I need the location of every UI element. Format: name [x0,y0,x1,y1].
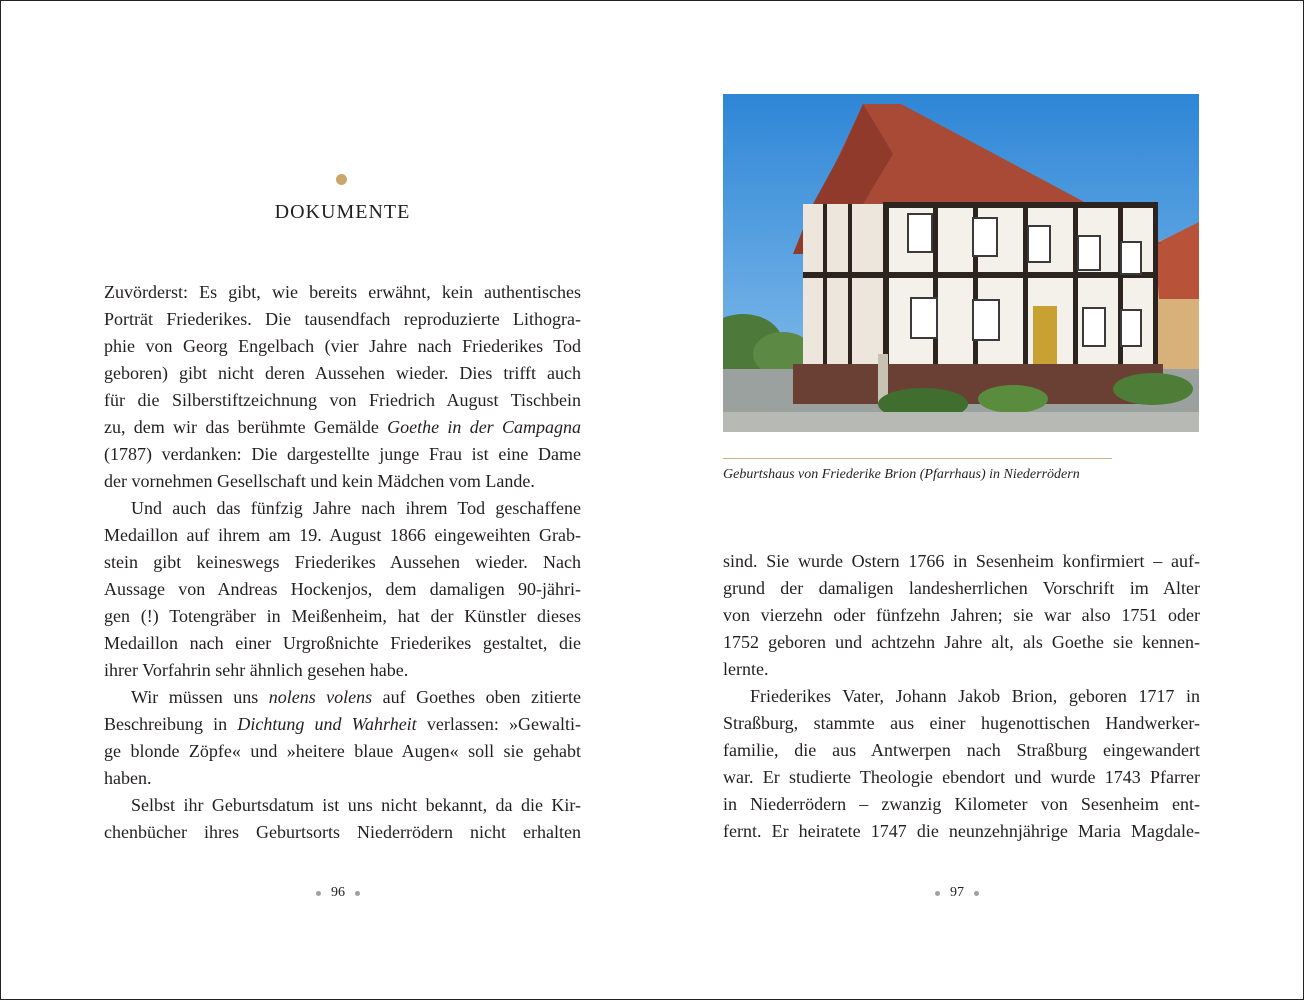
folio-dot [355,891,360,896]
text-line: war. Er studierte Theologie ebendort und wurde 1743 Pfarrer [723,767,1200,787]
ornament-dot [336,174,347,185]
house-photo [723,94,1199,432]
folio-dot [316,891,321,896]
left-body-text [104,279,581,846]
page-number [935,885,979,901]
text-line: familie, die aus Antwerpen nach Straßburg eingewandert [723,740,1200,760]
text-line: Medaillon nach einer Urgroßnichte Friederikes gestaltet, die [104,633,581,653]
left-page [104,0,581,1000]
text-line: grund der damaligen landesherrlichen Vorschrift im Alter [723,578,1200,598]
text-line: von vierzehn oder fünfzehn Jahren; sie war also 1751 oder [723,605,1200,625]
text-line: Zuvörderst: Es gibt, wie bereits erwähnt, kein authentisches [104,282,581,302]
text-line: gen (!) Totengräber in Meißenheim, hat der Künstler dieses [104,606,581,626]
folio-dot [935,891,940,896]
text-line: stein gibt keineswegs Friederikes Aussehen wieder. Nach [104,552,581,572]
text-line: Selbst ihr Geburtsdatum ist uns nicht bekannt, da die Kir- [131,795,581,815]
italic-title: Dichtung und Wahrheit [237,714,417,734]
text-line: Medaillon auf ihrem am 19. August 1866 eingeweihten Grab- [104,525,581,545]
text-line: haben. [104,768,152,788]
text-line: Friederikes Vater, Johann Jakob Brion, geboren 1717 in [750,686,1200,706]
text-line: für die Silberstiftzeichnung von Friedrich August Tischbein [104,390,581,410]
right-page [723,0,1200,1000]
text-line: (1787) verdanken: Die dargestellte junge Frau ist eine Dame [104,444,581,464]
text-line: Und auch das fünfzig Jahre nach ihrem Tod geschaffene [131,498,581,518]
text-line: 1752 geboren und achtzehn Jahre alt, als Goethe sie kennen- [723,632,1200,652]
right-body-text [723,548,1200,845]
text-line: chenbücher ihres Geburtsorts Niederrödern nicht erhalten [104,822,581,842]
text-line: in Niederrödern – zwanzig Kilometer von Sesenheim ent- [723,794,1200,814]
folio-dot [974,891,979,896]
page-number-text: 97 [950,885,964,900]
text-line: Wir müssen uns nolens volens auf Goethes oben zitierte [131,687,581,707]
text-line: fernt. Er heiratete 1747 die neunzehnjährige Maria Magdale- [723,821,1200,841]
text-line: sind. Sie wurde Ostern 1766 in Sesenheim konfirmiert – auf- [723,551,1200,571]
text-line: Beschreibung in Dichtung und Wahrheit verlassen: »Gewalti- [104,714,581,734]
text-line: der vornehmen Gesellschaft und kein Mädchen vom Lande. [104,471,535,491]
page-number [316,885,360,901]
text-line: Porträt Friederikes. Die tausendfach reproduzierte Lithogra- [104,309,581,329]
chapter-heading: DOKUMENTE [274,201,411,223]
text-line: Straßburg, stammte aus einer hugenottischen Handwerker- [723,713,1200,733]
text-line: zu, dem wir das berühmte Gemälde Goethe in der Campagna [104,417,581,437]
text-line: phie von Georg Engelbach (vier Jahre nach Friederikes Tod [104,336,581,356]
text-line: geboren) gibt nicht deren Aussehen wieder. Dies trifft auch [104,363,581,383]
text-line: ge blonde Zöpfe« und »heitere blaue Augen« soll sie gehabt [104,741,581,761]
italic-title: Goethe in der Campagna [387,417,581,437]
italic-title: nolens volens [268,687,373,707]
caption-rule [723,458,1112,459]
photo-caption: Geburtshaus von Friederike Brion (Pfarrhaus) in Niederrödern [723,467,1080,482]
text-line: lernte. [723,659,769,679]
text-line: Aussage von Andreas Hockenjos, dem damaligen 90-jähri- [104,579,581,599]
page-number-text: 96 [331,885,345,900]
text-line: ihrer Vorfahrin sehr ähnlich gesehen habe. [104,660,409,680]
